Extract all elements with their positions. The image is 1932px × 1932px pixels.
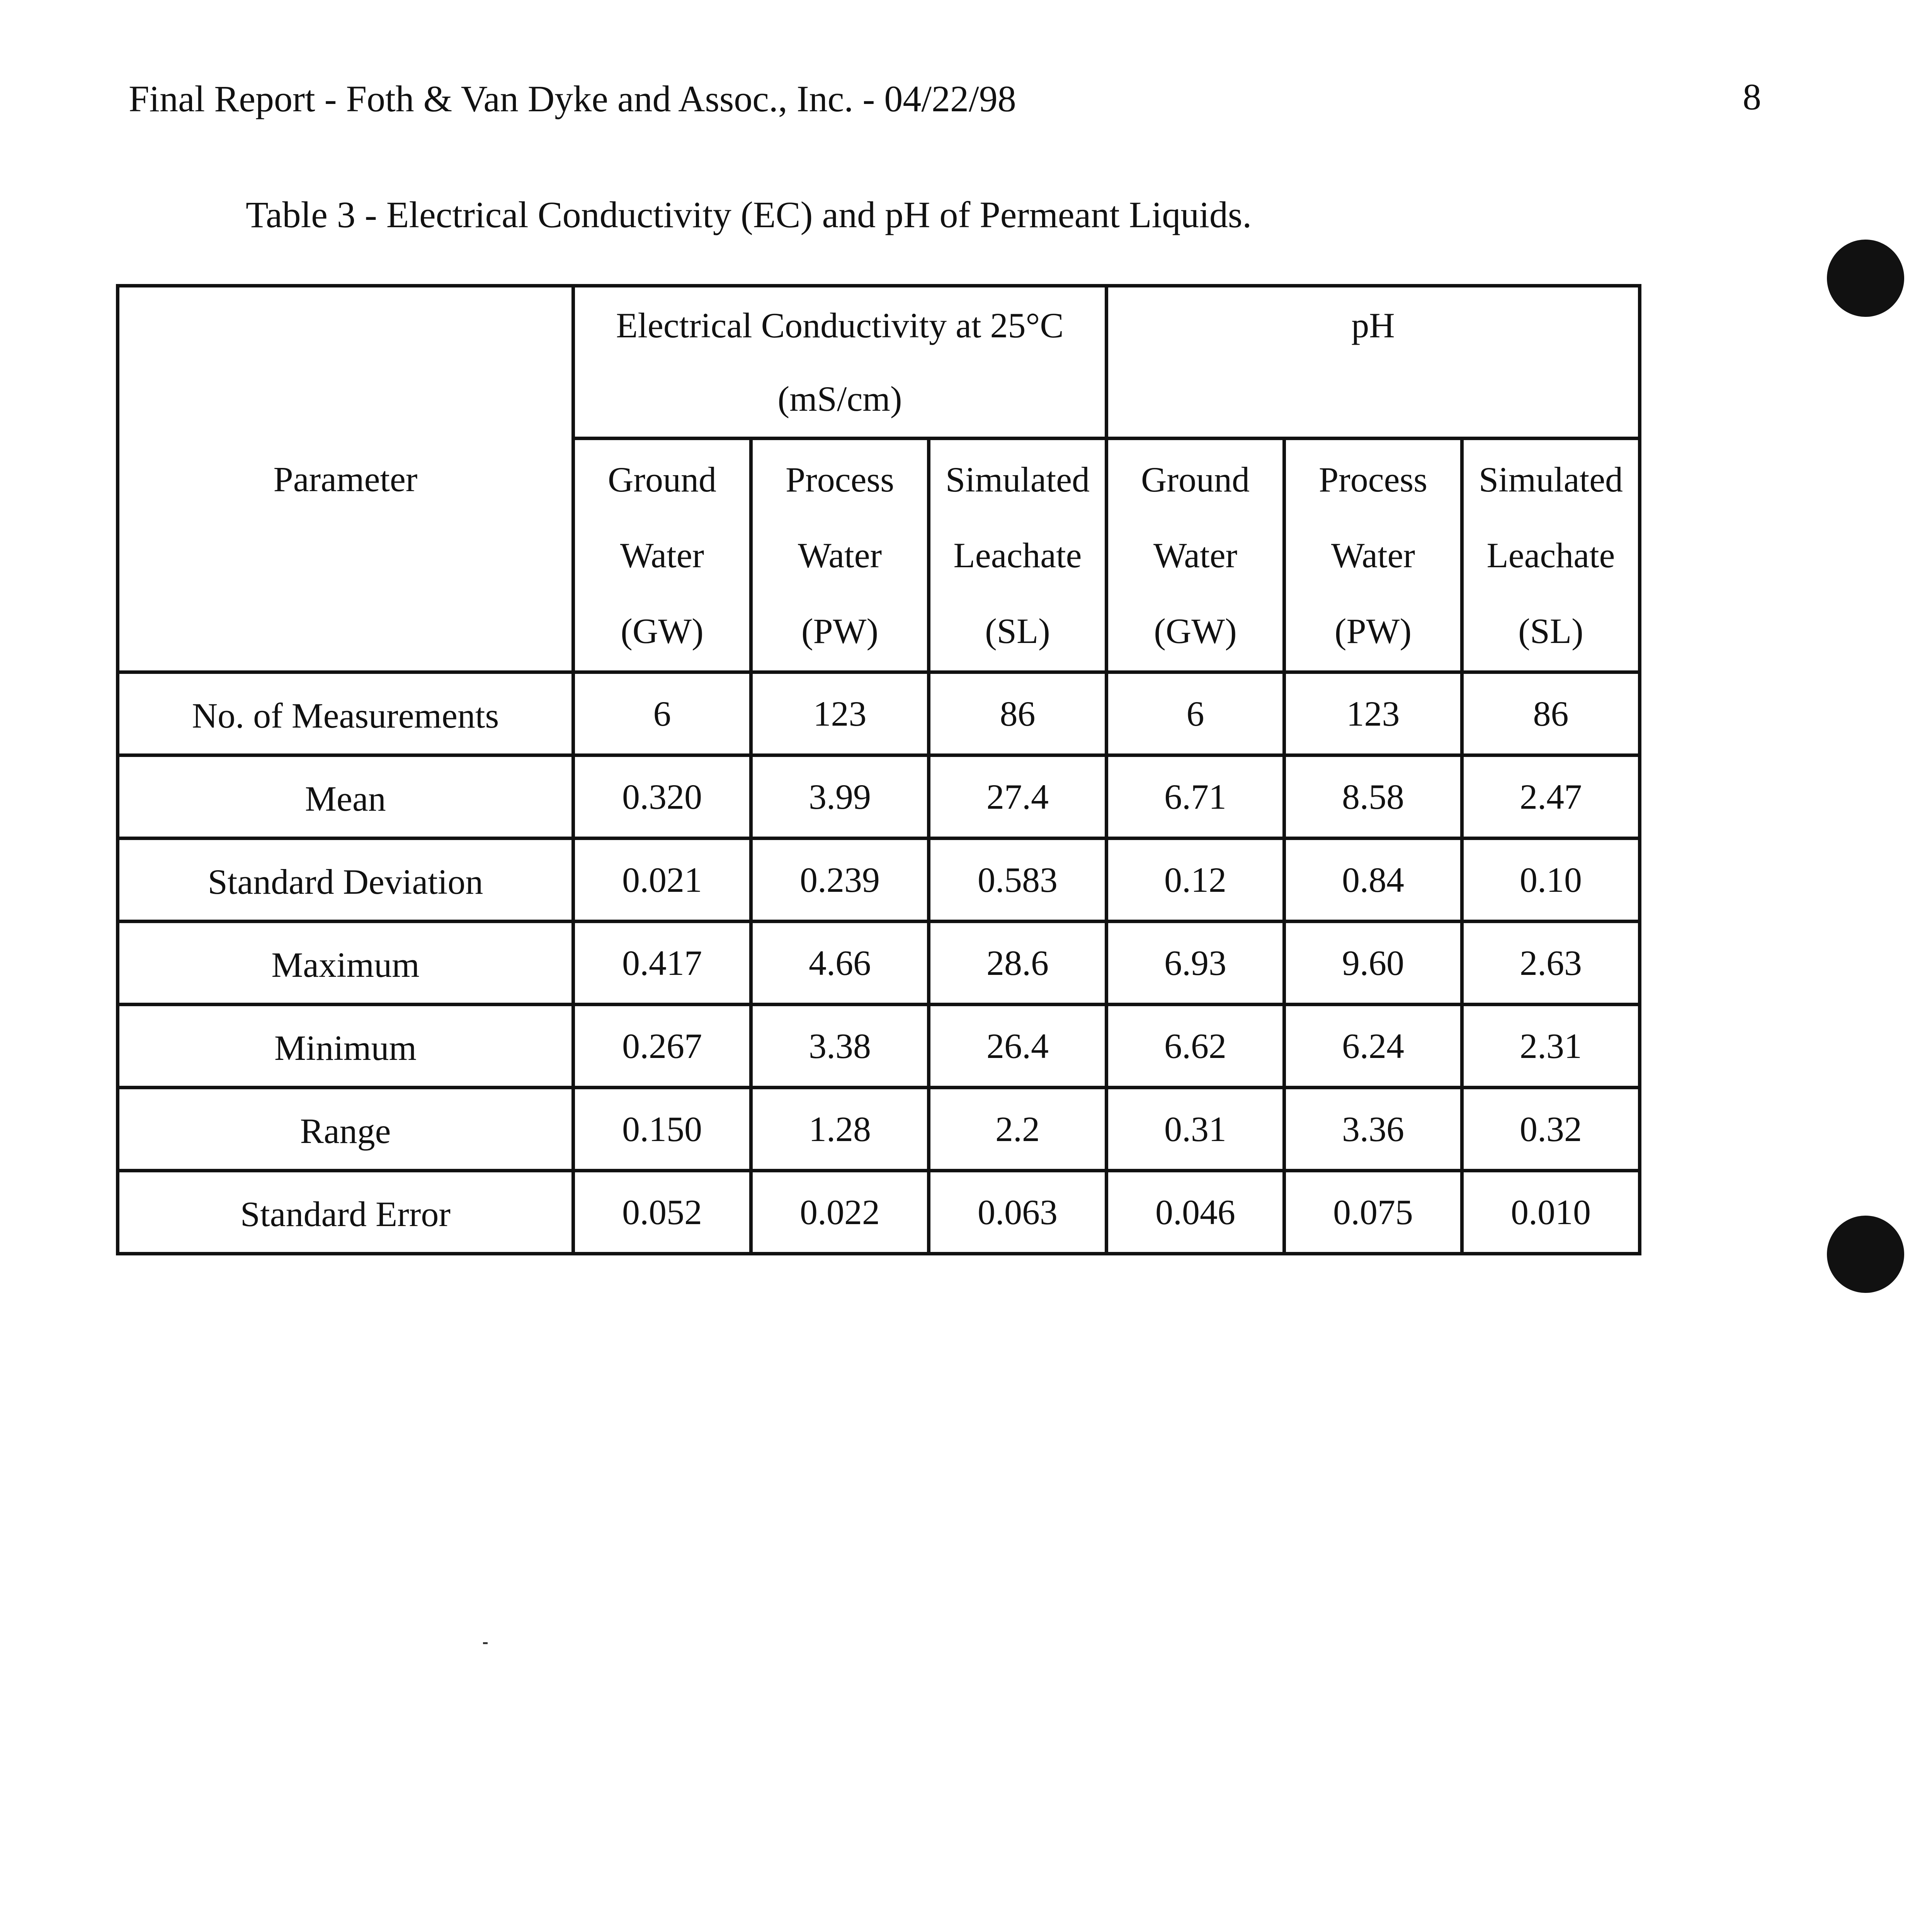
row-label: Minimum (118, 1005, 573, 1088)
table-row-mean (118, 755, 1640, 838)
ph-sl-header-line2: Leachate (1486, 536, 1615, 575)
table-cell: 2.47 (1462, 755, 1640, 838)
ph-gw-header-line2: Water (1153, 536, 1238, 575)
table-cell: 0.150 (573, 1088, 751, 1171)
ec-ph-table (116, 284, 1641, 1255)
table-cell: 0.417 (573, 922, 751, 1005)
table-cell: 3.38 (751, 1005, 929, 1088)
punch-hole-middle (1827, 1216, 1904, 1293)
parameter-column-header: Parameter (118, 286, 573, 672)
table-cell: 3.99 (751, 755, 929, 838)
table-cell: 0.075 (1284, 1171, 1462, 1254)
table-cell: 27.4 (929, 755, 1107, 838)
table-cell: 86 (929, 672, 1107, 755)
ph-pw-header-line2: Water (1331, 536, 1415, 575)
table-cell: 6 (573, 672, 751, 755)
ph-group-title: pH (1351, 306, 1395, 345)
report-header-title: Final Report - Foth & Van Dyke and Assoc., Inc. - 04/22/98 (129, 78, 1016, 119)
table-cell: 0.022 (751, 1171, 929, 1254)
table-cell: 6.62 (1107, 1005, 1284, 1088)
table-caption: Table 3 - Electrical Conductivity (EC) and pH of Permeant Liquids. (246, 194, 1252, 235)
ec-pw-header-line3: (PW) (801, 611, 879, 651)
ec-gw-header-line1: Ground (607, 460, 717, 499)
ph-sl-header-line1: Simulated (1478, 460, 1623, 499)
table-cell: 0.320 (573, 755, 751, 838)
table-cell: 28.6 (929, 922, 1107, 1005)
ph-pw-header-line1: Process (1318, 460, 1428, 499)
table-cell: 0.021 (573, 838, 751, 922)
table-cell: 0.12 (1107, 838, 1284, 922)
table-cell: 0.046 (1107, 1171, 1284, 1254)
ec-pw-header-line2: Water (798, 536, 882, 575)
ec-pw-header-line1: Process (785, 460, 895, 499)
row-label: Standard Deviation (118, 838, 573, 922)
ph-gw-header-line3: (GW) (1154, 611, 1237, 651)
ph-sl-header (1462, 439, 1640, 672)
ec-sl-header-line1: Simulated (945, 460, 1090, 499)
table-cell: 0.239 (751, 838, 929, 922)
table-cell: 0.267 (573, 1005, 751, 1088)
ph-gw-header (1107, 439, 1284, 672)
row-label: Range (118, 1088, 573, 1171)
ph-pw-header-line3: (PW) (1334, 611, 1412, 651)
ec-group-title: Electrical Conductivity at 25°C (616, 306, 1064, 345)
table-cell: 123 (751, 672, 929, 755)
table-row-std-dev (118, 838, 1640, 922)
table-cell: 8.58 (1284, 755, 1462, 838)
row-label: No. of Measurements (118, 672, 573, 755)
ec-gw-header (573, 439, 751, 672)
table-row-measurements (118, 672, 1640, 755)
table-cell: 0.84 (1284, 838, 1462, 922)
table-cell: 1.28 (751, 1088, 929, 1171)
table-cell: 6 (1107, 672, 1284, 755)
table-row-maximum (118, 922, 1640, 1005)
ph-group-header (1107, 286, 1640, 439)
table-cell: 0.10 (1462, 838, 1640, 922)
page-number: 8 (1743, 76, 1761, 117)
table-cell: 4.66 (751, 922, 929, 1005)
table-cell: 0.063 (929, 1171, 1107, 1254)
table-cell: 0.32 (1462, 1088, 1640, 1171)
punch-hole-top (1827, 240, 1904, 317)
table-cell: 9.60 (1284, 922, 1462, 1005)
ph-sl-header-line3: (SL) (1518, 611, 1583, 651)
table-cell: 3.36 (1284, 1088, 1462, 1171)
table-cell: 2.31 (1462, 1005, 1640, 1088)
table-row-minimum (118, 1005, 1640, 1088)
ec-sl-header (929, 439, 1107, 672)
table-cell: 2.2 (929, 1088, 1107, 1171)
ph-pw-header (1284, 439, 1462, 672)
table-cell: 86 (1462, 672, 1640, 755)
row-label: Maximum (118, 922, 573, 1005)
table-cell: 123 (1284, 672, 1462, 755)
row-label: Mean (118, 755, 573, 838)
table-cell: 0.052 (573, 1171, 751, 1254)
ec-gw-header-line2: Water (620, 536, 704, 575)
table-cell: 0.31 (1107, 1088, 1284, 1171)
ec-sl-header-line2: Leachate (953, 536, 1082, 575)
table-row-range (118, 1088, 1640, 1171)
table-cell: 0.010 (1462, 1171, 1640, 1254)
row-label: Standard Error (118, 1171, 573, 1254)
ec-group-header (573, 286, 1107, 439)
table-cell: 0.583 (929, 838, 1107, 922)
ph-group-units (1108, 362, 1638, 435)
ec-gw-header-line3: (GW) (621, 611, 704, 651)
ec-sl-header-line3: (SL) (985, 611, 1050, 651)
table-cell: 6.71 (1107, 755, 1284, 838)
table-cell: 6.93 (1107, 922, 1284, 1005)
table-cell: 2.63 (1462, 922, 1640, 1005)
ec-pw-header (751, 439, 929, 672)
table-cell: 6.24 (1284, 1005, 1462, 1088)
table-cell: 26.4 (929, 1005, 1107, 1088)
scan-speck (483, 1642, 488, 1644)
table-row-std-error (118, 1171, 1640, 1254)
ec-group-units: (mS/cm) (777, 379, 902, 418)
ph-gw-header-line1: Ground (1141, 460, 1250, 499)
